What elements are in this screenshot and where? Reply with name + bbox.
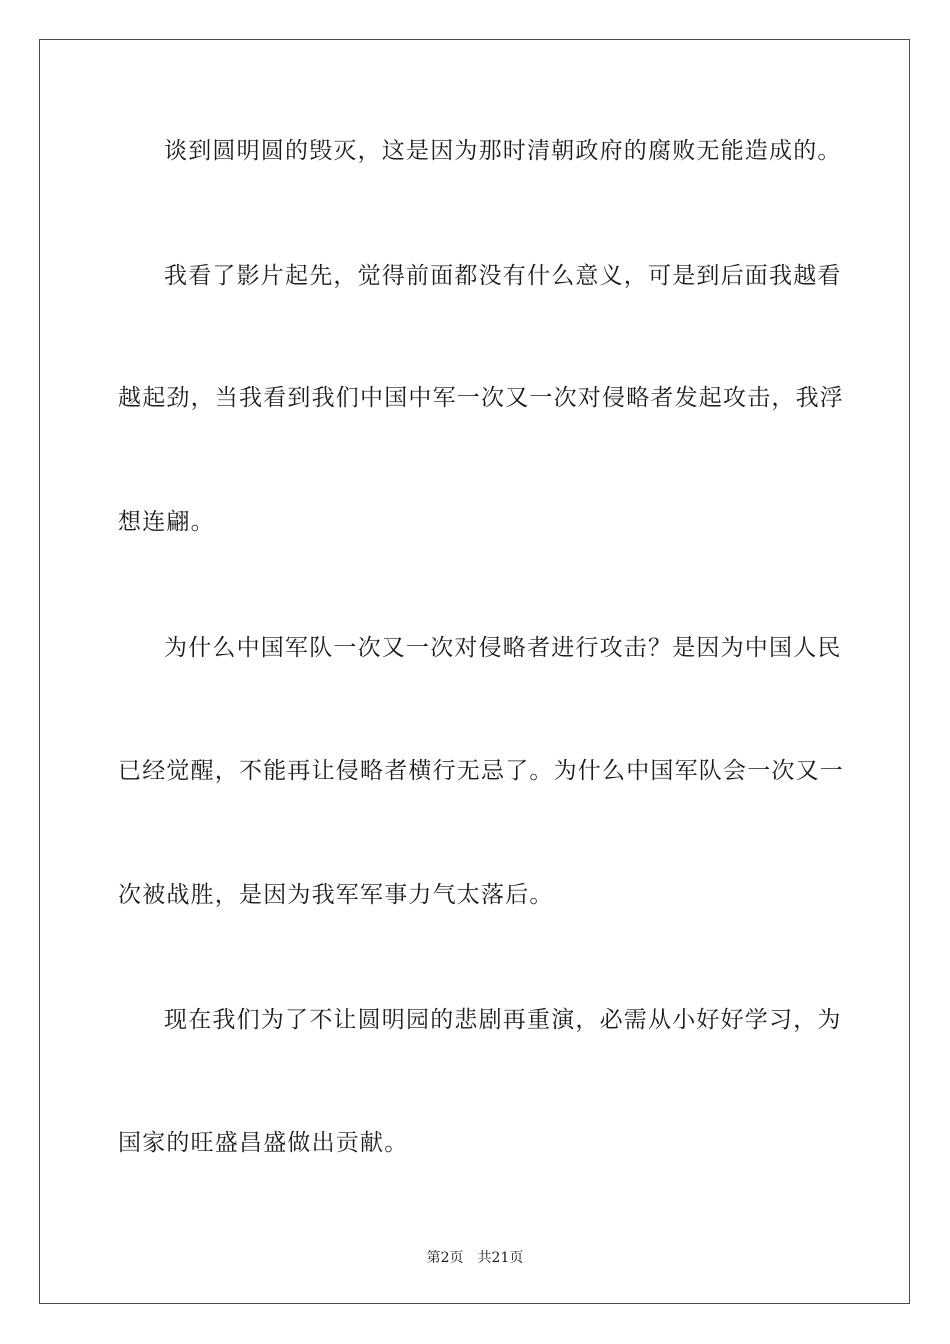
paragraph-3-line-3: 次被战胜，是因为我军军事力气太落后。	[118, 882, 554, 908]
paragraph-2-line-1: 我看了影片起先，觉得前面都没有什么意义，可是到后面我越看	[164, 263, 842, 289]
paragraph-2-line-2: 越起劲，当我看到我们中国中军一次又一次对侵略者发起攻击，我浮	[118, 385, 844, 411]
paragraph-1-line-1: 谈到圆明圆的毁灭，这是因为那时清朝政府的腐败无能造成的。	[164, 138, 842, 164]
page-number: 第2页	[426, 1250, 464, 1266]
page-border	[39, 39, 910, 1304]
page-total: 共21页	[477, 1250, 524, 1266]
paragraph-2-line-3: 想连翩。	[118, 509, 215, 535]
paragraph-4-line-2: 国家的旺盛昌盛做出贡献。	[118, 1130, 409, 1156]
paragraph-3-line-1: 为什么中国军队一次又一次对侵略者进行攻击？是因为中国人民	[164, 635, 842, 661]
page-footer	[0, 1247, 950, 1267]
paragraph-3-line-2: 已经觉醒，不能再让侵略者横行无忌了。为什么中国军队会一次又一	[118, 758, 844, 784]
paragraph-4-line-1: 现在我们为了不让圆明园的悲剧再重演，必需从小好好学习，为	[164, 1007, 842, 1033]
